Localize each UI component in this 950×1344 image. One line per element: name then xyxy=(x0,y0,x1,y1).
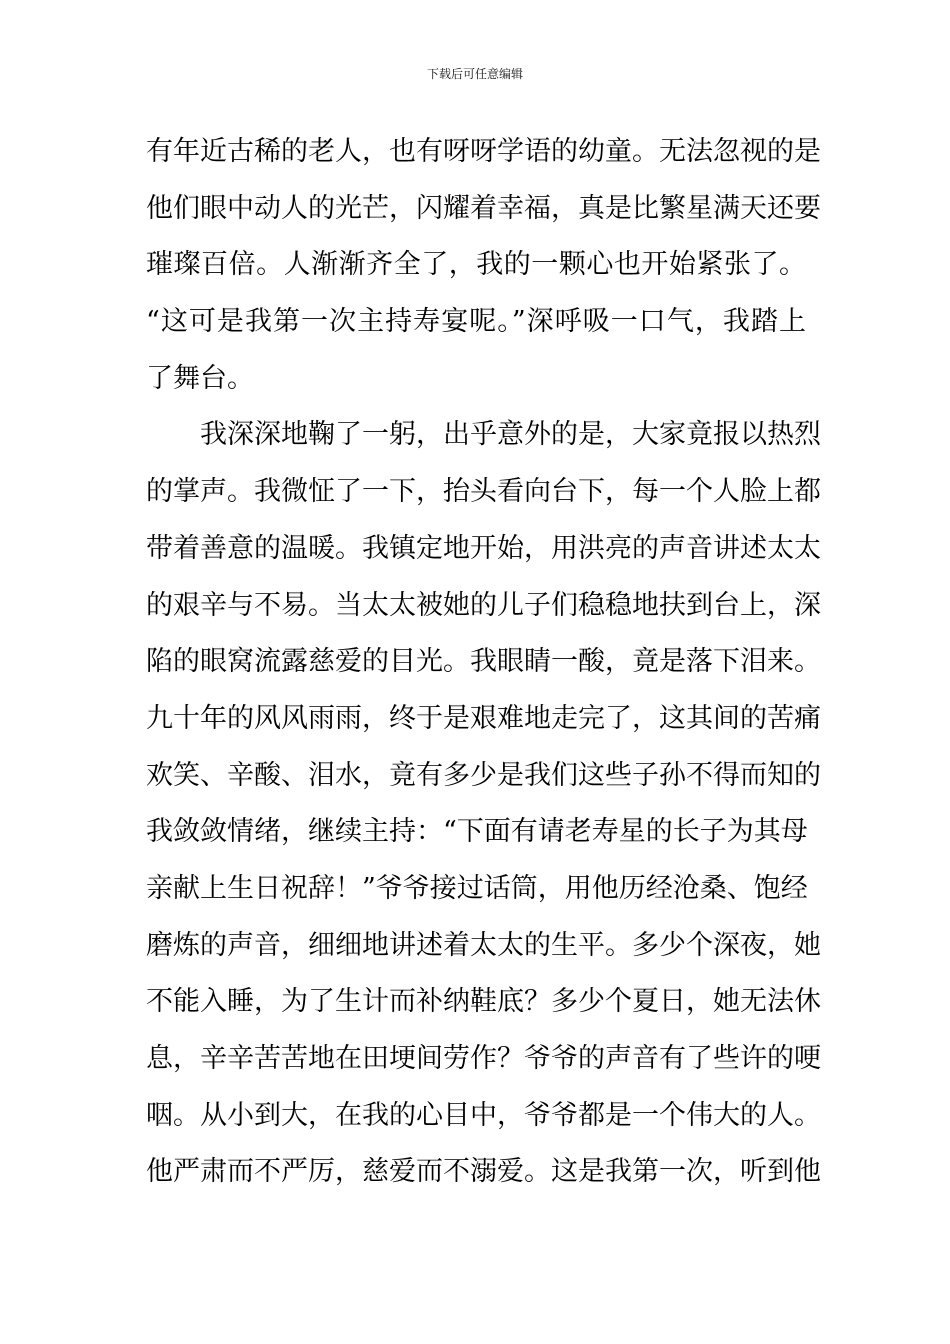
text-line: 了舞台。 xyxy=(146,362,254,394)
text-line: 息，辛辛苦苦地在田埂间劳作？爷爷的声音有了些许的哽 xyxy=(146,1043,821,1074)
text-line: 的艰辛与不易。当太太被她的儿子们稳稳地扶到台上，深 xyxy=(146,589,821,621)
text-line: 的掌声。我微怔了一下，抬头看向台下，每一个人脸上都 xyxy=(146,476,821,508)
text-line: 欢笑、辛酸、泪水，竟有多少是我们这些子孙不得而知的 xyxy=(146,759,821,791)
text-line: 带着善意的温暖。我镇定地开始，用洪亮的声音讲述太太 xyxy=(146,532,821,564)
text-line: “这可是我第一次主持寿宴呢。”深呼吸一口气，我踏上 xyxy=(146,306,806,338)
text-line: 他们眼中动人的光芒，闪耀着幸福，真是比繁星满天还要 xyxy=(146,192,821,224)
text-line: 我敛敛情绪，继续主持：“下面有请老寿星的长子为其母 xyxy=(146,816,808,848)
text-line: 咽。从小到大，在我的心目中，爷爷都是一个伟大的人。 xyxy=(146,1099,821,1131)
text-line: 有年近古稀的老人，也有呀呀学语的幼童。无法忽视的是 xyxy=(146,136,821,167)
text-line: 不能入睡，为了生计而补纳鞋底？多少个夏日，她无法休 xyxy=(146,986,821,1018)
page-header: 下载后可任意编辑 xyxy=(426,67,523,81)
text-line: 磨炼的声音，细细地讲述着太太的生平。多少个深夜，她 xyxy=(146,929,821,961)
text-line: 陷的眼窝流露慈爱的目光。我眼睛一酸，竟是落下泪来。 xyxy=(146,646,821,678)
document-body xyxy=(146,128,821,1205)
text-line: 他严肃而不严厉，慈爱而不溺爱。这是我第一次，听到他 xyxy=(146,1156,821,1188)
text-line: 璀璨百倍。人渐渐齐全了，我的一颗心也开始紧张了。 xyxy=(146,249,806,281)
text-line: 亲献上生日祝辞！”爷爷接过话筒，用他历经沧桑、饱经 xyxy=(146,872,808,904)
paragraph-first-line: 我深深地鞠了一躬，出乎意外的是，大家竟报以热烈 xyxy=(200,419,821,451)
text-line: 九十年的风风雨雨，终于是艰难地走完了，这其间的苦痛 xyxy=(146,702,821,734)
